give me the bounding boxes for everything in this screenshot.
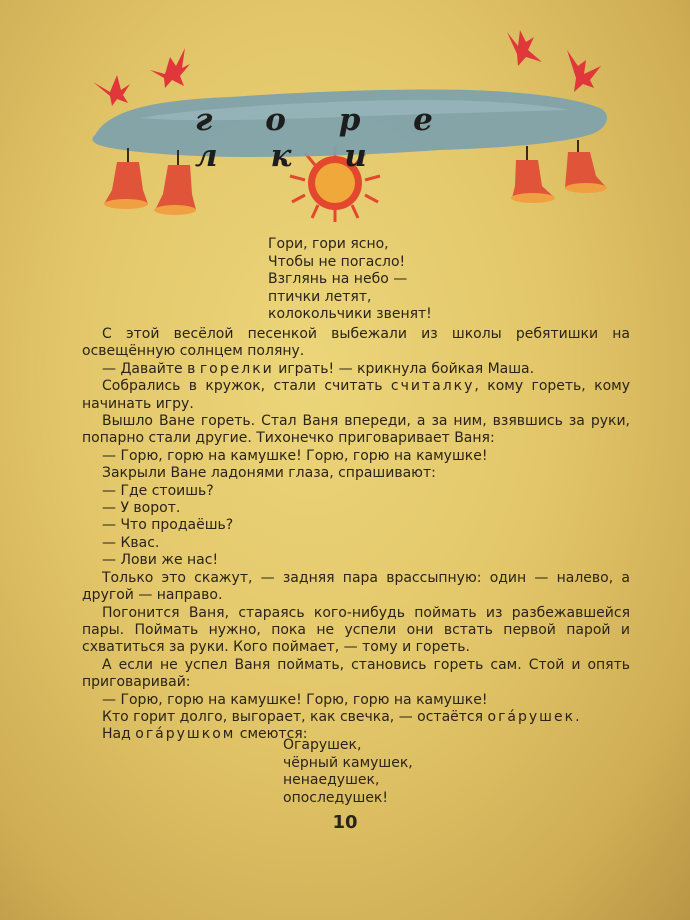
paragraph: — Горю, горю на камушке! Горю, горю на камушке!: [102, 691, 488, 708]
verse-line: колокольчики звенят!: [268, 306, 432, 322]
chapter-title: г о р е л к и: [195, 102, 454, 174]
verse-top: [268, 236, 432, 324]
verse-line: чёрный камушек,: [283, 754, 413, 771]
story-text: [82, 326, 630, 744]
dialogue-line: — Где стоишь?: [102, 482, 214, 499]
verse-line: Гори, гори ясно,: [268, 236, 389, 252]
bird-icon: [567, 50, 601, 92]
header-illustration: [0, 0, 690, 230]
verse-line: Чтобы не погасло!: [268, 253, 406, 270]
verse-line: птички летят,: [268, 288, 372, 305]
bird-icon: [507, 30, 542, 66]
verse-bottom: [283, 737, 413, 807]
bird-icon: [150, 48, 190, 88]
paragraph: Вышло Ване гореть. Стал Ваня впереди, а за ним, взявшись за руки, попарно стали другие. Тихонечко приговаривает Ваня:: [82, 413, 630, 447]
dialogue-line: — Квас.: [102, 534, 160, 551]
bell-icon: [154, 150, 196, 215]
verse-line: Огарушек,: [283, 737, 362, 753]
verse-line: опоследушек!: [283, 789, 388, 806]
paragraph: С этой весёлой песенкой выбежали из школы ребятишки на освещённую солнцем поляну.: [82, 326, 630, 360]
paragraph: Над огáрушком смеются:: [102, 726, 308, 743]
verse-line: ненаедушек,: [283, 772, 380, 788]
dialogue-line: — Лови же нас!: [102, 552, 219, 569]
paragraph: Только это скажут, — задняя пара врассыпную: один — налево, а другой — направо.: [82, 569, 630, 604]
bell-icon: [565, 140, 607, 193]
emphasis-word: считалку: [390, 378, 475, 395]
paragraph: Погонится Ваня, стараясь кого-нибудь поймать из разбежавшейся пары. Поймать нужно, пока не успели они встать первой парой и схватиться за руки. Кого поймает, — тому и гореть.: [82, 604, 630, 656]
bell-icon: [511, 146, 555, 203]
paragraph: — Горю, горю на камушке! Горю, горю на камушке!: [102, 447, 488, 464]
paragraph: — Давайте в горелки играть! — крикнула бойкая Маша.: [102, 360, 535, 377]
dialogue-line: — У ворот.: [102, 500, 181, 517]
paragraph: Собрались в кружок, стали считать считалку, кому гореть, кому начинать игру.: [82, 378, 630, 412]
bell-icon: [104, 148, 148, 209]
paragraph: Закрыли Ване ладонями глаза, спрашивают:: [102, 465, 436, 482]
paragraph: А если не успел Ваня поймать, становись гореть сам. Стой и опять приговаривай:: [82, 656, 630, 691]
verse-line: Взглянь на небо —: [268, 271, 408, 287]
dialogue-line: — Что продаёшь?: [102, 517, 234, 534]
emphasis-word: огáрушек: [487, 708, 576, 725]
emphasis-word: огáрушком: [135, 726, 236, 743]
paragraph: Кто горит долго, выгорает, как свечка, — остаётся огáрушек.: [102, 708, 580, 725]
bird-icon: [93, 75, 130, 106]
page-number: 10: [332, 812, 358, 833]
game-name: горелки: [199, 360, 274, 377]
